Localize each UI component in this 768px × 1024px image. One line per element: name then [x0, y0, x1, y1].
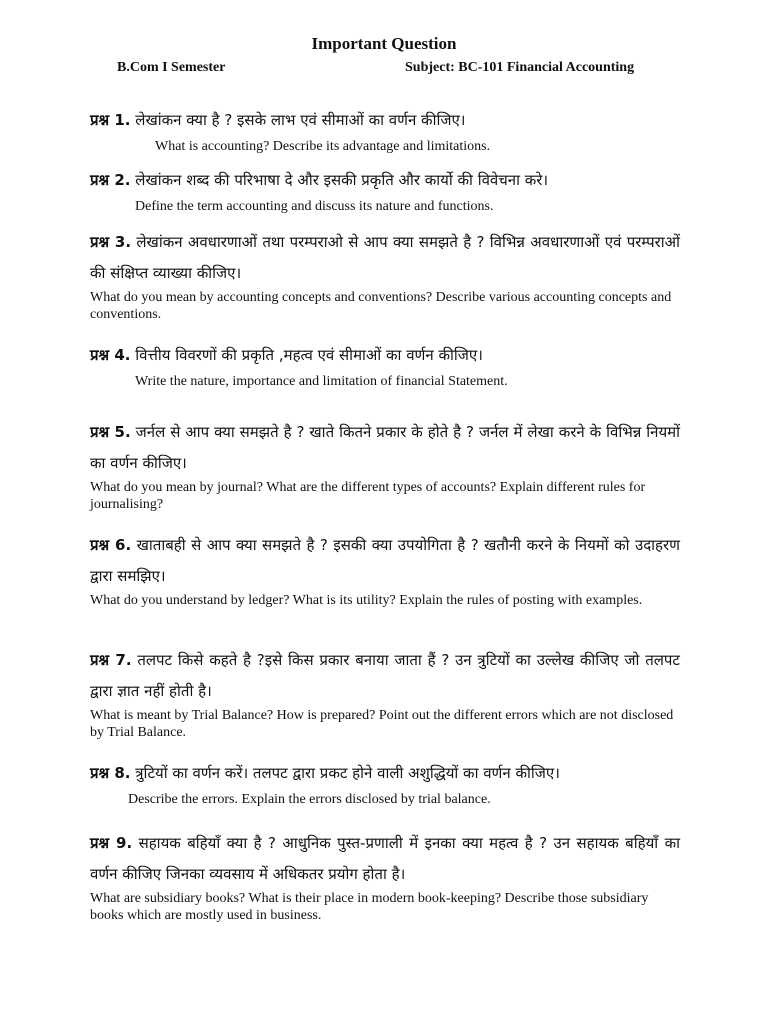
question-hindi-text: लेखांकन शब्द की परिभाषा दे और इसकी प्रकृति और कार्यो की विवेचना करे।: [135, 171, 549, 189]
question-hindi: [90, 227, 680, 289]
question-hindi-text: सहायक बहियाँ क्या है ? आधुनिक पुस्त-प्रणाली में इनका क्या महत्व है ? उन सहायक बहियाँ का वर्णन कीजिए जिनका व्यवसाय में अधिकतर प्रयोग होता है।: [90, 834, 680, 883]
question-8: [90, 758, 680, 808]
question-hindi-text: लेखांकन अवधारणाओं तथा परम्पराओ से आप क्या समझते है ? विभिन्न अवधारणाओं एवं परम्पराओं की संक्षिप्त व्याख्या कीजिए।: [90, 233, 680, 282]
question-hindi: [90, 758, 680, 789]
question-9: [90, 828, 680, 924]
question-number: प्रश्न 5.: [90, 423, 131, 441]
question-english: What are subsidiary books? What is their place in modern book-keeping? Describe those subsidiary books which are mostly used in business.: [90, 891, 649, 923]
question-number: प्रश्न 8.: [90, 764, 131, 782]
question-english: What is accounting? Describe its advantage and limitations.: [155, 139, 491, 154]
question-number: प्रश्न 7.: [90, 651, 132, 669]
question-hindi: [90, 105, 680, 136]
question-3: [90, 227, 680, 323]
question-hindi: [90, 165, 680, 196]
question-english: What do you understand by ledger? What is its utility? Explain the rules of posting with examples.: [90, 593, 643, 608]
question-number: प्रश्न 2.: [90, 171, 131, 189]
question-number: प्रश्न 3.: [90, 233, 132, 251]
question-1: [90, 105, 680, 155]
question-hindi: [90, 828, 680, 890]
question-number: प्रश्न 4.: [90, 346, 131, 364]
question-6: [90, 530, 680, 609]
question-english: Describe the errors. Explain the errors disclosed by trial balance.: [128, 792, 491, 807]
question-hindi-text: जर्नल से आप क्या समझते है ? खाते कितने प्रकार के होते है ? जर्नल में लेखा करने के विभिन्न नियमों का वर्णन कीजिए।: [90, 423, 681, 472]
question-hindi-text: वित्तीय विवरणों की प्रकृति ,महत्व एवं सीमाओं का वर्णन कीजिए।: [135, 346, 483, 364]
question-number: प्रश्न 6.: [90, 536, 132, 554]
question-hindi-text: तलपट किसे कहते है ?इसे किस प्रकार बनाया जाता हैं ? उन त्रुटियों का उल्लेख कीजिए जो तलपट द्वारा ज्ञात नहीं होती है।: [90, 651, 680, 700]
question-english: What do you mean by journal? What are the different types of accounts? Explain different rules for journalising?: [90, 480, 646, 512]
question-english: What is meant by Trial Balance? How is prepared? Point out the different errors which are not disclosed by Trial Balance.: [90, 708, 674, 740]
subject-label: Subject: BC-101 Financial Accounting: [405, 60, 635, 75]
question-hindi: [90, 417, 680, 479]
question-7: [90, 645, 680, 741]
question-hindi: [90, 645, 680, 707]
question-2: [90, 165, 680, 215]
question-english: Define the term accounting and discuss its nature and functions.: [135, 199, 494, 214]
question-number: प्रश्न 1.: [90, 111, 131, 129]
question-number: प्रश्न 9.: [90, 834, 133, 852]
course-label: B.Com I Semester: [117, 60, 226, 75]
page-title: Important Question: [311, 34, 457, 53]
question-english: Write the nature, importance and limitation of financial Statement.: [135, 374, 508, 389]
question-hindi: [90, 340, 680, 371]
question-hindi: [90, 530, 680, 592]
question-5: [90, 417, 680, 513]
question-4: [90, 340, 680, 390]
question-hindi-text: त्रुटियों का वर्णन करें। तलपट द्वारा प्रकट होने वाली अशुद्धियों का वर्णन कीजिए।: [135, 764, 560, 782]
question-english: What do you mean by accounting concepts and conventions? Describe various accounting concepts and conventions.: [90, 290, 672, 322]
question-hindi-text: लेखांकन क्या है ? इसके लाभ एवं सीमाओं का वर्णन कीजिए।: [135, 111, 466, 129]
question-hindi-text: खाताबही से आप क्या समझते है ? इसकी क्या उपयोगिता है ? खतौनी करने के नियमों को उदाहरण द्वारा समझिए।: [90, 536, 680, 585]
